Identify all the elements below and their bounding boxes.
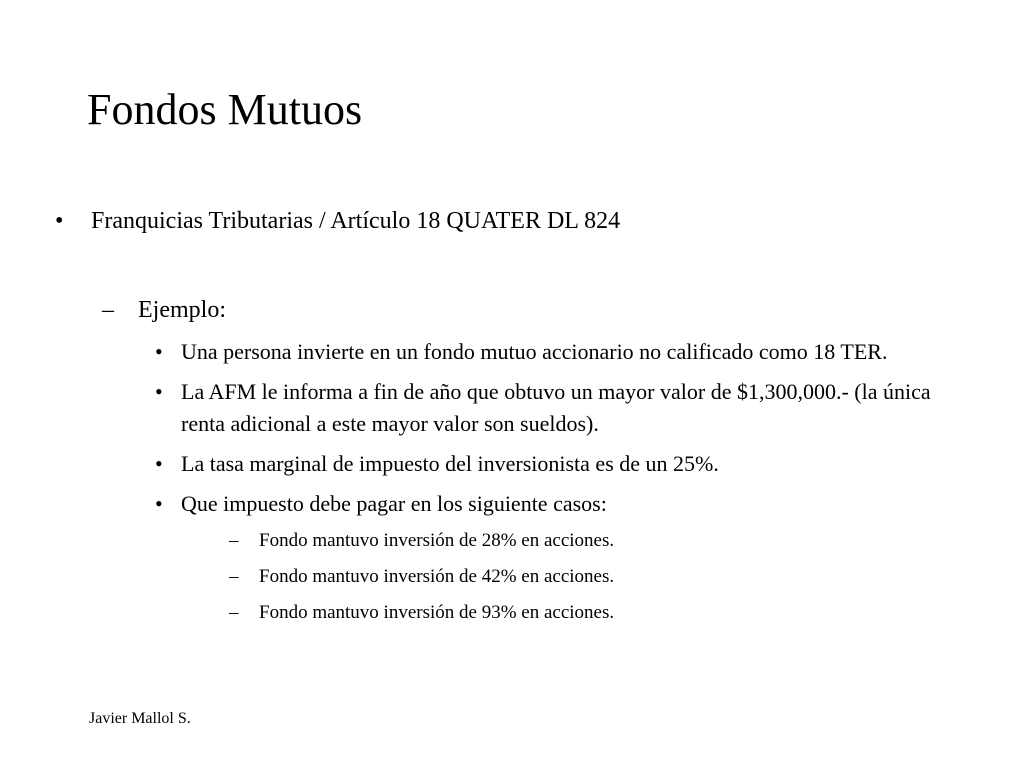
list-item-text: Fondo mantuvo inversión de 42% en acciones.	[259, 566, 615, 587]
dash-icon: –	[229, 530, 239, 551]
dash-icon: –	[102, 297, 114, 323]
list-item	[155, 336, 975, 368]
footer-author: Javier Mallol S.	[89, 710, 191, 727]
list-item-text: Que impuesto debe pagar en los siguiente casos:	[181, 491, 607, 516]
bullet-dot-icon: •	[55, 208, 64, 234]
example-bullet-list	[155, 336, 975, 636]
bullet-dot-icon: •	[155, 339, 163, 364]
bullet-dot-icon: •	[155, 451, 163, 476]
list-item-text: Fondo mantuvo inversión de 93% en acciones.	[259, 602, 615, 623]
list-item-text: Una persona invierte en un fondo mutuo accionario no calificado como 18 TER.	[181, 339, 888, 364]
list-item	[155, 448, 975, 480]
list-item	[229, 562, 1023, 592]
list-item	[155, 488, 975, 628]
list-item-text: La tasa marginal de impuesto del inversionista es de un 25%.	[181, 451, 719, 476]
bullet-dot-icon: •	[155, 491, 163, 516]
bullet-dot-icon: •	[155, 379, 163, 404]
dash-icon: –	[229, 566, 239, 587]
list-item	[155, 376, 975, 440]
dash-icon: –	[229, 602, 239, 623]
cases-list	[229, 526, 1023, 628]
list-item-text: Fondo mantuvo inversión de 28% en acciones.	[259, 530, 615, 551]
list-item	[229, 598, 1023, 628]
list-item	[229, 526, 1023, 556]
bullet-level1-text: Franquicias Tributarias / Artículo 18 QUATER DL 824	[91, 208, 621, 234]
bullet-level2-text: Ejemplo:	[138, 297, 226, 323]
list-item-text: La AFM le informa a fin de año que obtuvo un mayor valor de $1,300,000.- (la única renta adicional a este mayor valor son sueldos).	[181, 379, 931, 436]
slide-title: Fondos Mutuos	[87, 85, 363, 134]
